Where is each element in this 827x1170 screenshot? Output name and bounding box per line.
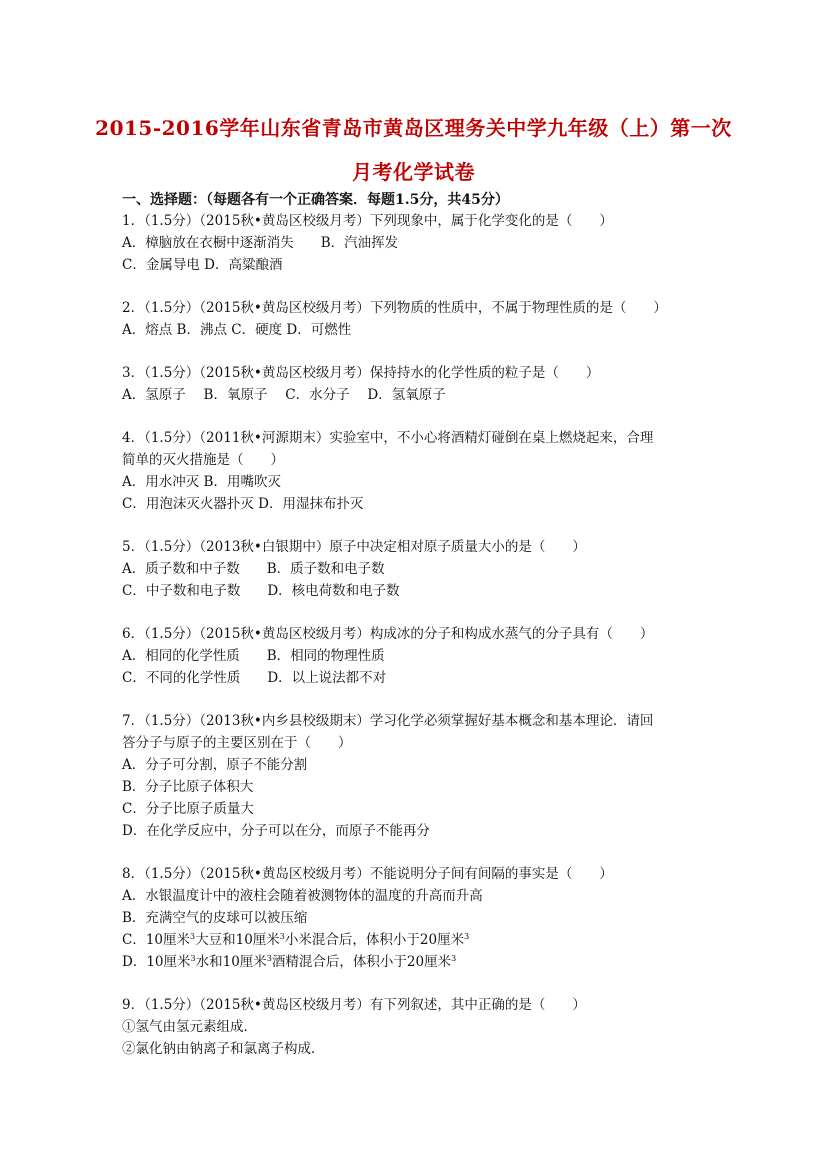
question-stem: 1．（1.5分）（2015秋•黄岛区校级月考）下列现象中，属于化学变化的是（ ） xyxy=(122,213,613,229)
question-option: A．质子数和中子数 B．质子数和电子数 xyxy=(122,561,385,577)
section-heading: 一、选择题：（每题各有一个正确答案．每题1.5分，共45分） xyxy=(122,192,509,208)
question-option: A．相同的化学性质 B．相同的物理性质 xyxy=(122,648,385,664)
statement-item: ①氢气由氢元素组成． xyxy=(122,1019,257,1035)
question-option: C．用泡沫灭火器扑灭 D．用湿抹布扑灭 xyxy=(122,496,364,512)
question-stem: 8．（1.5分）（2015秋•黄岛区校级月考）不能说明分子间有间隔的事实是（ ） xyxy=(122,866,613,882)
question-stem: 3．（1.5分）（2015秋•黄岛区校级月考）保持持水的化学性质的粒子是（ ） xyxy=(122,365,600,381)
question-option: B．分子比原子体积大 xyxy=(122,779,254,795)
question-stem: 5．（1.5分）（2013秋•白银期中）原子中决定相对原子质量大小的是（ ） xyxy=(122,539,586,555)
question-option xyxy=(122,951,722,973)
question-option: A．氢原子 B．氧原子 C．水分子 D．氢氧原子 xyxy=(122,387,446,403)
superscript: 3 xyxy=(190,954,196,963)
document-title-line-1: 2015-2016学年山东省青岛市黄岛区理务关中学九年级（上）第一次 xyxy=(95,116,732,140)
question-stem-continued: 答分子与原子的主要区别在于（ ） xyxy=(122,735,352,751)
superscript: 3 xyxy=(279,932,285,941)
option-text: C．10厘米 xyxy=(122,932,191,948)
question-9 xyxy=(122,994,722,1060)
question-option: B．充满空气的皮球可以被压缩 xyxy=(122,910,308,926)
question-option: C．中子数和电子数 D．核电荷数和电子数 xyxy=(122,583,400,599)
question-option: A．用水冲灭 B．用嘴吹灭 xyxy=(122,474,281,490)
question-7 xyxy=(122,710,722,842)
question-stem-continued: 简单的灭火措施是（ ） xyxy=(122,452,284,468)
question-1 xyxy=(122,210,722,276)
question-option: A．分子可分割，原子不能分割 xyxy=(122,757,308,773)
question-option: A．熔点 B．沸点 C．硬度 D．可燃性 xyxy=(122,322,352,338)
question-6 xyxy=(122,623,722,689)
question-stem: 2．（1.5分）（2015秋•黄岛区校级月考）下列物质的性质中，不属于物理性质的是（ ） xyxy=(122,300,667,316)
question-option: A．水银温度计中的液柱会随着被测物体的温度的升高而升高 xyxy=(122,888,483,904)
question-4 xyxy=(122,427,722,515)
question-option: A．樟脑放在衣橱中逐渐消失 B．汽油挥发 xyxy=(122,235,399,251)
question-option: D．在化学反应中，分子可以在分，而原子不能再分 xyxy=(122,823,430,839)
statement-item: ②氯化钠由钠离子和氯离子构成． xyxy=(122,1041,325,1057)
question-stem: 6．（1.5分）（2015秋•黄岛区校级月考）构成冰的分子和构成水蒸气的分子具有（ ） xyxy=(122,626,654,642)
question-5 xyxy=(122,536,722,602)
option-text: 大豆和10厘米 xyxy=(195,932,280,948)
superscript: 3 xyxy=(464,932,470,941)
option-text: 水和10厘米 xyxy=(195,954,267,970)
question-stem: 9．（1.5分）（2015秋•黄岛区校级月考）有下列叙述，其中正确的是（ ） xyxy=(122,997,586,1013)
question-option: C．不同的化学性质 D．以上说法都不对 xyxy=(122,670,387,686)
question-stem: 4．（1.5分）（2011秋•河源期末）实验室中，不小心将酒精灯碰倒在桌上燃烧起来，合理 xyxy=(122,430,654,446)
question-3 xyxy=(122,362,722,406)
document-title-line-2: 月考化学试卷 xyxy=(352,160,475,184)
superscript: 3 xyxy=(190,932,196,941)
question-option: C．金属导电 D．高粱酿酒 xyxy=(122,257,283,273)
question-option xyxy=(122,929,722,951)
question-2 xyxy=(122,297,722,341)
option-text: 小米混合后，体积小于20厘米 xyxy=(284,932,465,948)
question-8 xyxy=(122,863,722,973)
superscript: 3 xyxy=(266,954,272,963)
option-text: 酒精混合后，体积小于20厘米 xyxy=(271,954,452,970)
option-text: D．10厘米 xyxy=(122,954,191,970)
question-option: C．分子比原子质量大 xyxy=(122,801,254,817)
question-stem: 7．（1.5分）（2013秋•内乡县校级期末）学习化学必须掌握好基本概念和基本理论．请回 xyxy=(122,713,654,729)
question-list xyxy=(122,210,722,1081)
superscript: 3 xyxy=(451,954,457,963)
